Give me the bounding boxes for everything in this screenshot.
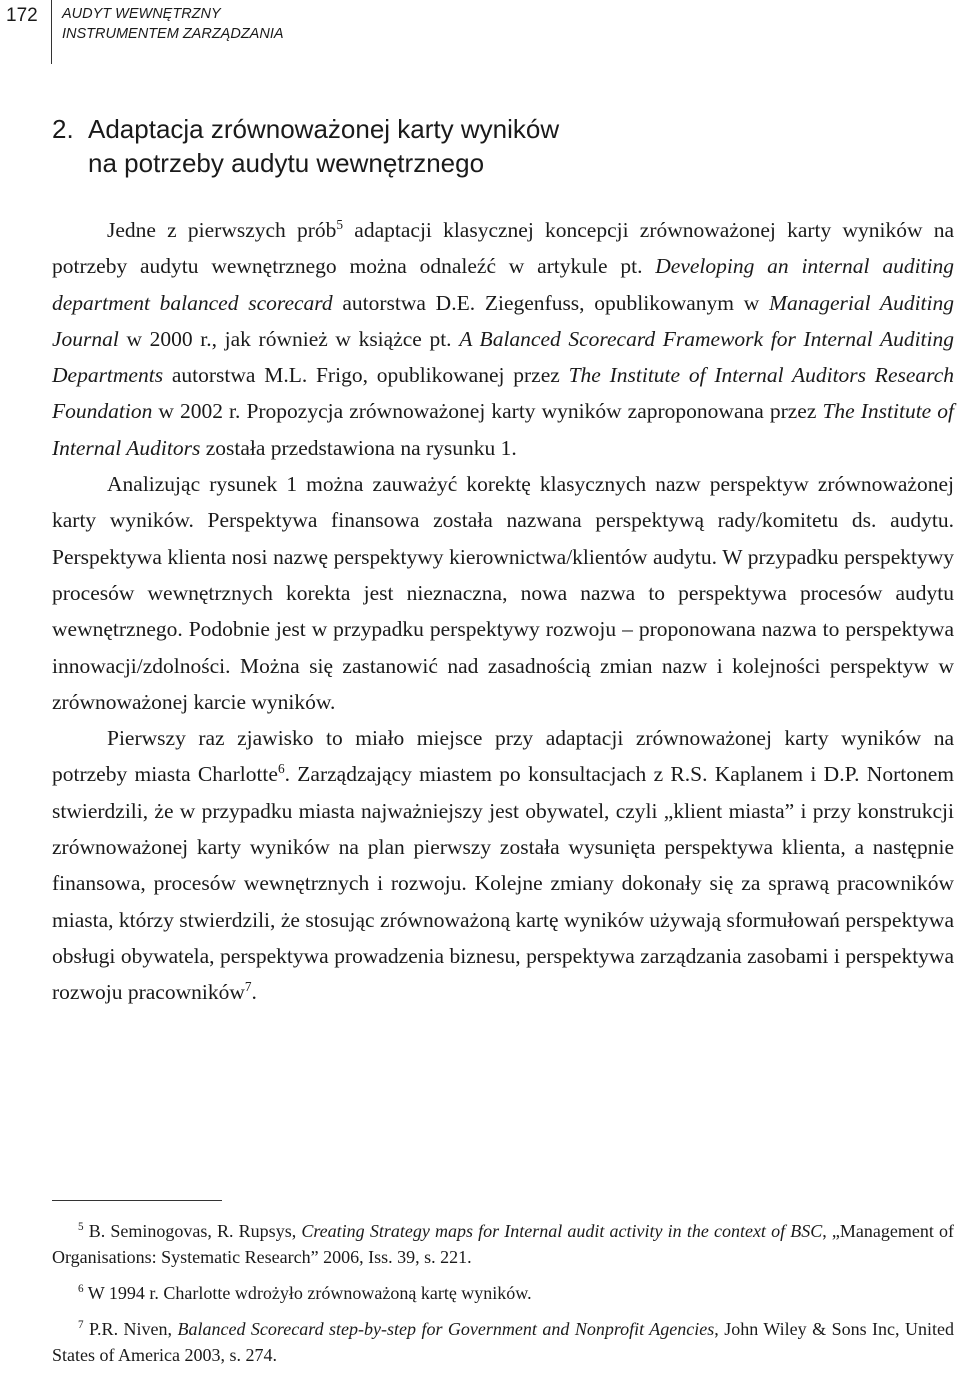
footnote-ref-7[interactable]: 7	[244, 979, 252, 995]
footnote-ref-6[interactable]: 6	[277, 761, 285, 777]
footnote-7	[52, 1316, 954, 1368]
footnote-5	[52, 1218, 954, 1270]
running-head-line-2: INSTRUMENTEM ZARZĄDZANIA	[62, 26, 284, 42]
cited-title: Balanced Scorecard step-by-step for Government and Nonprofit Agencies	[177, 1319, 715, 1339]
footnote-ref-5[interactable]: 5	[336, 216, 344, 232]
header-divider	[51, 0, 52, 64]
text-run: autorstwa D.E. Ziegenfuss, opublikowanym w	[332, 290, 770, 315]
paragraph-3	[52, 720, 954, 1010]
footnote-number: 5	[78, 1221, 84, 1233]
text-run: autorstwa M.L. Frigo, opublikowanej przez	[163, 363, 569, 388]
body-text	[52, 212, 954, 1011]
section-title-line-1: Adaptacja zrównoważonej karty wyników	[88, 114, 560, 144]
section-number: 2.	[52, 114, 74, 144]
institute-name: The Institute of Internal Auditors	[52, 399, 954, 460]
text-run: W 1994 r. Charlotte wdrożyło zrównoważoną kartę wyników.	[83, 1283, 532, 1303]
text-run: .	[251, 980, 257, 1005]
cited-title: Creating Strategy maps for Internal audit activity in the context of BSC	[301, 1221, 823, 1241]
page-number: 172	[6, 5, 38, 26]
text-run: . Zarządzający miastem po konsultacjach z R.S. Kaplanem i D.P. Nortonem stwierdzili, że w przypadku miasta najważniejszy jest obywatel, czyli „klient miasta” i przy konstrukcji zrównoważonej karty wyników na plan pierwszy została wysunięta perspektywa klienta, a następnie finansowa, procesów wewnętrznych i rozwoju. Kolejne zmiany dokonały się za sprawą pracowników miasta, którzy stwierdzili, że stosując zrównoważoną kartę wyników używają sformułowań perspektywa obsługi obywatela, perspektywa prowadzenia biznesu, perspektywa zarządzania zasobami i perspektywa rozwoju pracowników	[52, 762, 954, 1005]
text-run: B. Seminogovas, R. Rupsys,	[83, 1221, 302, 1241]
text-run: , „Management of Organisations: Systematic Research” 2006, Iss. 39, s. 221.	[52, 1221, 954, 1267]
footnote-number: 7	[78, 1319, 84, 1331]
text-run: w 2002 r. Propozycja zrównoważonej karty wyników zaproponowana przez	[152, 399, 823, 424]
text-run: , John Wiley & Sons Inc, United States of America 2003, s. 274.	[52, 1319, 954, 1365]
footnotes	[52, 1218, 954, 1378]
publisher-name: The Institute of Internal Auditors Research Foundation	[52, 363, 955, 424]
text-run: P.R. Niven,	[83, 1319, 178, 1339]
section-title-line-2: na potrzeby audytu wewnętrznego	[88, 148, 485, 178]
footnote-divider	[52, 1200, 222, 1201]
journal-title: Managerial Auditing Journal	[52, 290, 954, 351]
text-run: adaptacji klasycznej koncepcji zrównoważonej karty wyników na potrzeby audytu wewnętrznego można odnaleźć w artykule pt.	[52, 218, 954, 279]
text-run: Pierwszy raz zjawisko to miało miejsce przy adaptacji zrównoważonej karty wyników na potrzeby miasta Charlotte	[52, 726, 954, 787]
book-title: A Balanced Scorecard Framework for Internal Auditing Departments	[52, 326, 954, 388]
paragraph-1	[52, 212, 954, 466]
footnote-number: 6	[78, 1283, 84, 1295]
running-head	[62, 4, 284, 44]
section-title	[52, 112, 912, 180]
text-run: została przedstawiona na rysunku 1.	[200, 435, 517, 460]
text-run: Jedne z pierwszych prób	[107, 218, 337, 242]
running-head-line-1: AUDYT WEWNĘTRZNY	[62, 6, 221, 22]
article-title: Developing an internal auditing department balanced scorecard	[52, 254, 954, 315]
text-run: w 2000 r., jak również w książce pt.	[118, 326, 460, 351]
paragraph-2: Analizując rysunek 1 można zauważyć korektę klasycznych nazw perspektyw zrównoważonej karty wyników. Perspektywa finansowa została nazwana perspektywą rady/komitetu ds. audytu. Perspektywa klienta nosi nazwę perspektywy kierownictwa/klientów audytu. W przypadku perspektywy procesów wewnętrznych korekta jest nieznaczna, nowa nazwa to perspektywa procesów audytu wewnętrznego. Podobnie jest w przypadku perspektywy rozwoju – proponowana nazwa to perspektywa innowacji/zdolności. Można się zastanowić nad zasadnością zmian nazw i kolejności perspektyw w zrównoważonej karcie wyników.	[52, 472, 954, 714]
footnote-6	[52, 1280, 954, 1306]
